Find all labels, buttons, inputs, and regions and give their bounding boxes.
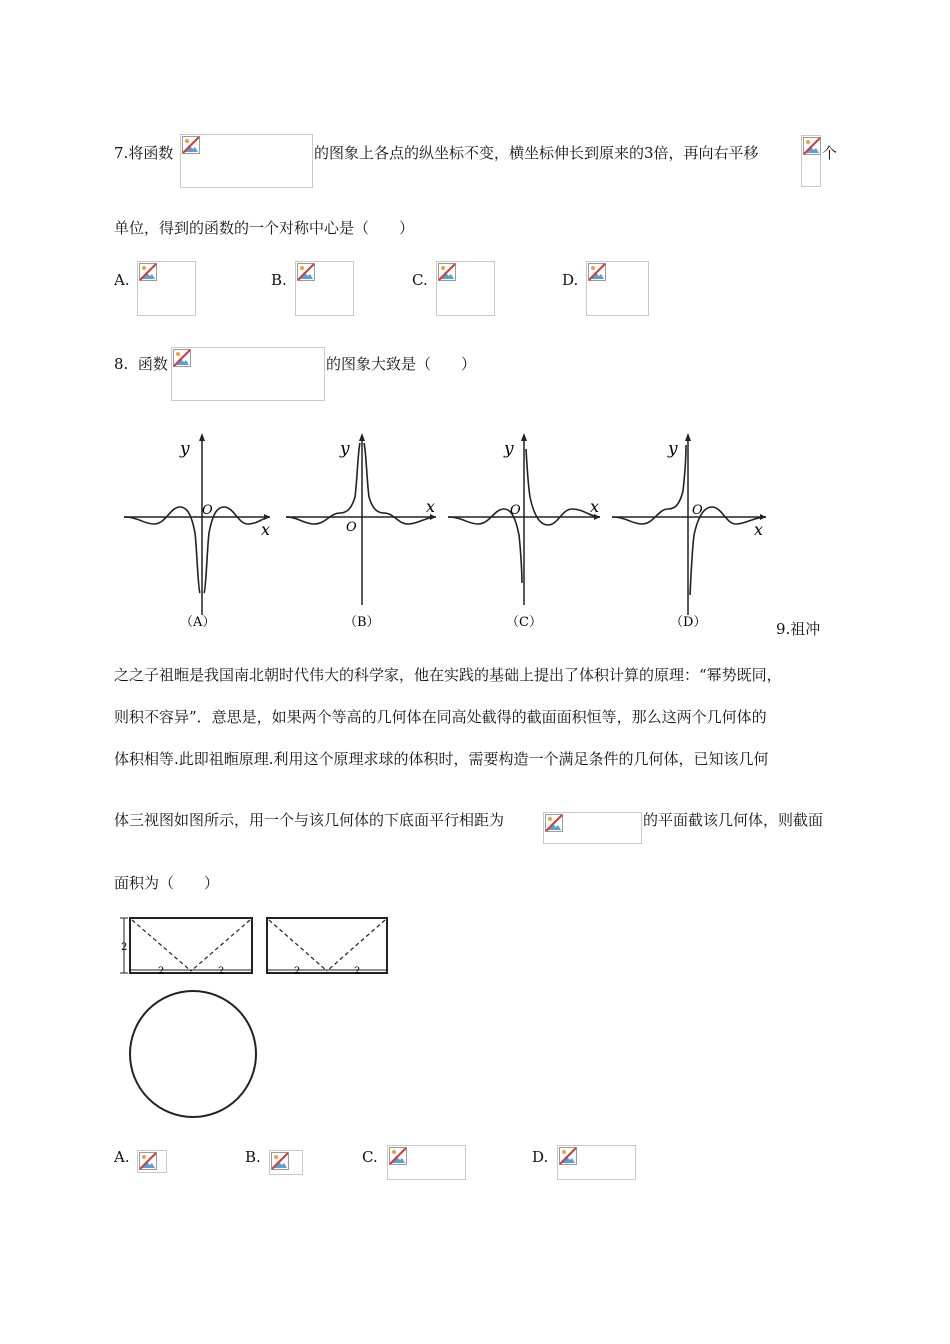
q7-option-d-image [586, 261, 649, 316]
broken-image-icon [559, 1147, 577, 1165]
q8-graphs [118, 425, 778, 640]
graph-c-origin: O [510, 503, 521, 518]
q9-option-c-label: C. [362, 1148, 378, 1166]
front-view [120, 918, 252, 977]
broken-image-icon [545, 814, 563, 832]
q7-option-c-label: C. [412, 271, 428, 289]
q9-line5: 面积为（ ） [114, 874, 220, 892]
q9-option-d-label: D. [532, 1148, 549, 1166]
q9-option-b-label: B. [245, 1148, 261, 1166]
q9-option-c-image [387, 1145, 466, 1180]
q8-text-a: 8. 函数 [114, 355, 168, 373]
graph-d-caption: （D） [670, 615, 707, 630]
q9-line2: 则积不容异”．意思是，如果两个等高的几何体在同高处截得的截面面积恒等，那么这两个几何体的 [114, 708, 767, 726]
q7-text-c: 个 [822, 144, 838, 162]
side-width-label-left: 2 [294, 966, 301, 977]
q7-text-b: 的图象上各点的纵坐标不变，横坐标伸长到原来的3倍，再向右平移 [314, 144, 759, 162]
graph-c-y-label: y [504, 439, 514, 459]
broken-image-icon [139, 263, 157, 281]
q9-option-d-image [557, 1145, 636, 1180]
graph-b-y-label: y [340, 439, 350, 459]
q9-line1: 之之子祖暅是我国南北朝时代伟大的科学家，他在实践的基础上提出了体积计算的原理：“幂势既同， [114, 666, 782, 684]
q7-option-b-label: B. [271, 271, 287, 289]
q8-number: 8. [114, 355, 129, 373]
q9-line4-b: 的平面截该几何体，则截面 [643, 811, 824, 829]
graph-c [448, 433, 600, 630]
q9-line4-a: 体三视图如图所示，用一个与该几何体的下底面平行相距为 [114, 811, 505, 829]
top-view-circle [130, 991, 256, 1117]
q7-option-a-label: A. [114, 271, 130, 289]
q7-text-line2: 单位，得到的函数的一个对称中心是（ ） [114, 219, 415, 237]
q8-text-b: 的图象大致是（ ） [326, 355, 477, 373]
q9-option-a-image [137, 1150, 167, 1173]
front-height-label: 2 [121, 942, 128, 953]
graph-d-curve [612, 445, 766, 595]
graph-a-curve [124, 507, 270, 593]
q7-text-a: 7.将函数 [114, 144, 174, 162]
graph-b-origin: O [346, 520, 357, 535]
graph-a-caption: （A） [180, 615, 216, 630]
graph-c-x-label: x [590, 497, 600, 516]
q9-three-views [118, 912, 393, 1122]
q7-option-c-image [436, 261, 495, 316]
graph-d-x-label: x [754, 520, 764, 539]
broken-image-icon [139, 1152, 157, 1170]
graph-b-curve [286, 443, 436, 524]
graph-a-origin: O [202, 503, 213, 518]
front-width-label-right: 2 [218, 966, 225, 977]
graph-b-x-label: x [426, 497, 436, 516]
broken-image-icon [182, 136, 200, 154]
graph-b [286, 433, 436, 630]
graph-a-x-label: x [261, 520, 271, 539]
q8-function-image [171, 347, 325, 401]
broken-image-icon [173, 349, 191, 367]
graph-a-y-label: y [180, 439, 190, 459]
graph-c-caption: （C） [506, 615, 542, 630]
front-width-label-left: 2 [158, 966, 165, 977]
q7-shift-image [801, 135, 821, 187]
graph-b-caption: （B） [344, 615, 380, 630]
broken-image-icon [588, 263, 606, 281]
side-view [267, 918, 387, 977]
graph-d-y-label: y [668, 439, 678, 459]
q7-option-a-image [137, 261, 196, 316]
broken-image-icon [438, 263, 456, 281]
q7-function-image [180, 134, 313, 188]
broken-image-icon [297, 263, 315, 281]
graph-a [124, 433, 270, 630]
q9-line3: 体积相等.此即祖暅原理.利用这个原理求球的体积时，需要构造一个满足条件的几何体，已知该几何 [114, 750, 769, 768]
broken-image-icon [271, 1152, 289, 1170]
q9-number-text: 9.祖冲 [776, 620, 821, 638]
graph-d [612, 433, 766, 630]
q7-option-d-label: D. [562, 271, 579, 289]
q9-option-b-image [269, 1150, 303, 1175]
broken-image-icon [389, 1147, 407, 1165]
q7-option-b-image [295, 261, 354, 316]
side-width-label-right: 2 [354, 966, 361, 977]
broken-image-icon [803, 137, 821, 155]
graph-d-origin: O [692, 503, 703, 518]
q7-number: 7. [114, 144, 129, 162]
q9-distance-image [543, 812, 642, 844]
q9-option-a-label: A. [114, 1148, 130, 1166]
